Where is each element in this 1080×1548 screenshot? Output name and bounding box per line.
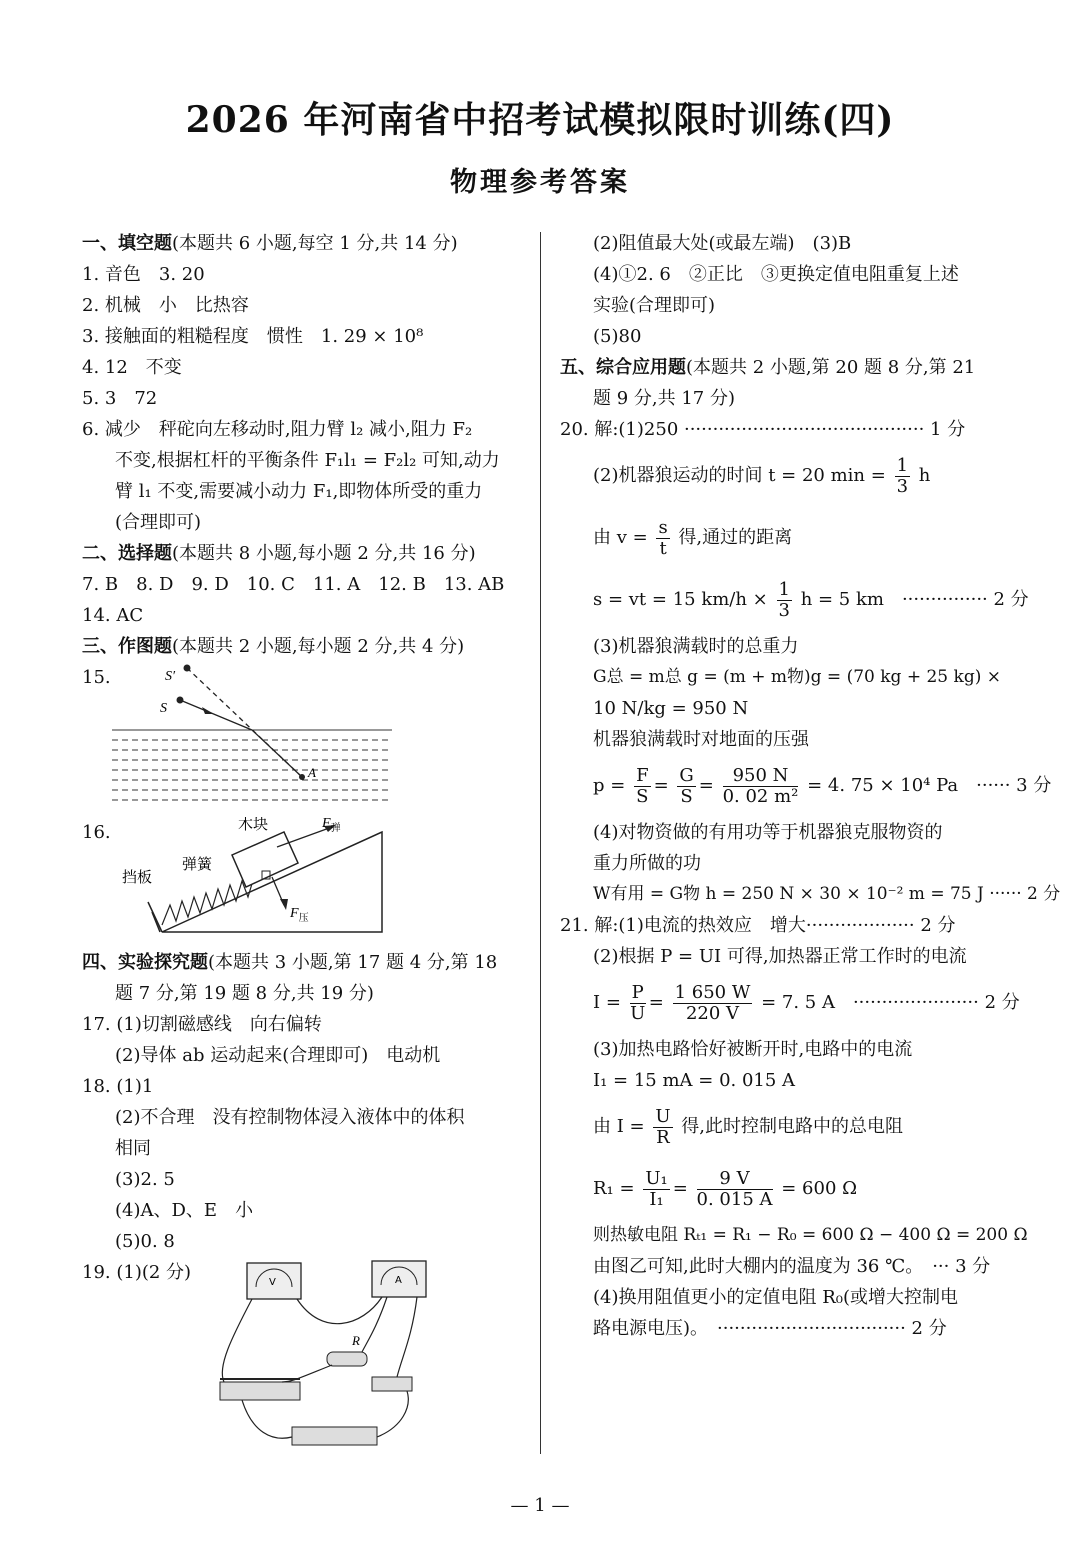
answer-q21-1: 21. 解:(1)电流的热效应 增大··················· 2 分 — [560, 915, 956, 936]
answer-q21-4a: (4)换用阻值更小的定值电阻 R₀(或增大控制电 — [593, 1287, 959, 1308]
answer-q6-line3: 臂 l₁ 不变,需要减小动力 F₁,即物体所受的重力 — [115, 481, 483, 502]
answer-q17-2: (2)导体 ab 运动起来(合理即可) 电动机 — [115, 1045, 441, 1066]
answer-q19-4a: (4)①2. 6 ②正比 ③更换定值电阻重复上述 — [593, 264, 959, 285]
answer-q6-line1: 6. 减少 秤砣向左移动时,阻力臂 l₂ 减小,阻力 F₂ — [82, 419, 473, 440]
voltmeter-label: V — [269, 1277, 276, 1288]
answer-q18-5: (5)0. 8 — [115, 1231, 175, 1252]
answer-q19-1: 19. (1)(2 分) — [82, 1262, 192, 1283]
answer-q20-3: (3)机器狼满载时的总重力 — [593, 636, 799, 657]
label-s: S — [160, 701, 167, 716]
answer-q21-r1: R₁ = $\frac{\text{U₁}}{\text{I₁}}$ = $\frac{9 V}{0. 015 A}$ = 600 Ω — [593, 1167, 858, 1210]
q19-block — [82, 1257, 522, 1457]
answer-q20-g2: 10 N/kg = 950 N — [593, 698, 749, 719]
answer-q20-2: (2)机器狼运动的时间 t = 20 min = $\frac{1}{3}$ h — [593, 454, 931, 497]
answer-q18-2a: (2)不合理 没有控制物体浸入液体中的体积 — [115, 1107, 465, 1128]
q15-block — [82, 662, 522, 817]
answer-q5: 5. 3 72 — [82, 388, 158, 409]
answer-q18-2b: 相同 — [115, 1138, 151, 1159]
answer-q20-p: p = $\frac{F}{S}$ = $\frac{G}{S}$ = $\frac{950 N}{\text{0. 02 m²}}$ = 4. 75 × 10⁴ Pa ······ 3 分 — [593, 764, 1052, 807]
page-number: — 1 — — [510, 1495, 570, 1516]
answer-q4: 4. 12 不变 — [82, 357, 182, 378]
answer-q3: 3. 接触面的粗糙程度 惯性 1. 29 × 10⁸ — [82, 326, 424, 347]
figure-16-incline — [112, 817, 392, 947]
answer-q15-label: 15. — [82, 667, 111, 688]
answer-q20-4a: (4)对物资做的有用功等于机器狼克服物资的 — [593, 822, 943, 843]
answer-q14: 14. AC — [82, 605, 144, 626]
page-title: 2026 年河南省中招考试模拟限时训练(四) — [185, 99, 895, 141]
answer-q20-w: W有用 = G物 h = 250 N × 30 × 10⁻² m = 75 J ······ 2 分 — [593, 884, 1061, 904]
answer-q20-1: 20. 解:(1)250 ·········································· 1 分 — [560, 419, 966, 440]
answer-q21-t: 由图乙可知,此时大棚内的温度为 36 ℃。 ··· 3 分 — [593, 1256, 991, 1277]
label-board: 挡板 — [122, 868, 153, 886]
answer-q16-label: 16. — [82, 822, 111, 843]
answer-q7-13: 7. B 8. D 9. D 10. C 11. A 12. B 13. AB — [82, 574, 505, 595]
column-divider — [540, 232, 541, 1454]
answer-q20-s: s = vt = 15 km/h × $\frac{1}{3}$ h = 5 km ··············· 2 分 — [593, 578, 1029, 621]
q16-block — [82, 817, 522, 947]
answer-q21-4b: 路电源电压)。 ································· 2 分 — [593, 1318, 947, 1339]
section-4-heading: 四、实验探究题(本题共 3 小题,第 17 题 4 分,第 18 — [82, 952, 498, 973]
section-2-heading: 二、选择题(本题共 8 小题,每小题 2 分,共 16 分) — [82, 543, 476, 564]
answer-q18-3: (3)2. 5 — [115, 1169, 175, 1190]
resistor-label: R — [352, 1333, 360, 1348]
answer-q21-r: 由 I = $\frac{U}{R}$ 得,此时控制电路中的总电阻 — [593, 1105, 904, 1148]
answer-q20-g1: G总 = m总 g = (m + m物)g = (70 kg + 25 kg) × — [593, 667, 1001, 687]
answer-q21-3: (3)加热电路恰好被断开时,电路中的电流 — [593, 1039, 913, 1060]
label-f-spring: $F_弹$ — [322, 817, 341, 834]
label-a: A — [308, 765, 316, 780]
label-f-press: $F_压$ — [290, 906, 309, 924]
answer-q21-rt: 则热敏电阻 Rₜ₁ = R₁ − R₀ = 600 Ω − 400 Ω = 200 Ω — [593, 1225, 1028, 1245]
answer-q19-2: (2)阻值最大处(或最左端) (3)B — [593, 233, 852, 254]
figure-19-circuit — [212, 1257, 512, 1457]
answer-q6-line4: (合理即可) — [115, 512, 202, 533]
label-spring: 弹簧 — [182, 855, 213, 873]
section-5-note-2: 题 9 分,共 17 分) — [593, 388, 735, 409]
fraction-s-over-t: $\frac{s}{t}$ — [658, 516, 668, 559]
right-column — [560, 228, 1061, 1344]
answer-q19-5: (5)80 — [593, 326, 642, 347]
answer-q21-i1: I₁ = 15 mA = 0. 015 A — [593, 1070, 796, 1091]
label-s-prime: S′ — [165, 669, 176, 684]
section-5-heading: 五、综合应用题(本题共 2 小题,第 20 题 8 分,第 21 — [560, 357, 976, 378]
section-1-heading: 一、填空题(本题共 6 小题,每空 1 分,共 14 分) — [82, 233, 458, 254]
answer-q20-4b: 重力所做的功 — [593, 853, 701, 874]
page-subtitle: 物理参考答案 — [450, 167, 630, 198]
fraction-one-third-b: $\frac{1}{3}$ — [778, 578, 790, 621]
answer-q17-1: 17. (1)切割磁感线 向右偏转 — [82, 1014, 322, 1035]
answer-q1: 1. 音色 3. 20 — [82, 264, 205, 285]
left-column — [82, 228, 522, 1457]
answer-q20-v: 由 v = $\frac{s}{t}$ 得,通过的距离 — [593, 516, 793, 559]
answer-q18-1: 18. (1)1 — [82, 1076, 154, 1097]
answer-q18-4: (4)A、D、E 小 — [115, 1200, 254, 1221]
fraction-one-third: $\frac{1}{3}$ — [896, 454, 909, 497]
answer-q21-2: (2)根据 P = UI 可得,加热器正常工作时的电流 — [593, 946, 967, 967]
section-4-note-2: 题 7 分,第 19 题 8 分,共 19 分) — [115, 983, 374, 1004]
answer-q19-4b: 实验(合理即可) — [593, 295, 716, 316]
ammeter-label: A — [395, 1275, 402, 1286]
section-3-heading: 三、作图题(本题共 2 小题,每小题 2 分,共 4 分) — [82, 636, 465, 657]
label-block: 木块 — [238, 817, 269, 833]
answer-q20-p-text: 机器狼满载时对地面的压强 — [593, 729, 809, 750]
answer-q6-line2: 不变,根据杠杆的平衡条件 F₁l₁ = F₂l₂ 可知,动力 — [115, 450, 500, 471]
answer-q2: 2. 机械 小 比热容 — [82, 295, 249, 316]
answer-q21-i: I = $\frac{P}{U}$ = $\frac{1 650 W}{220 V}$ = 7. 5 A ······················ 2 分 — [593, 981, 1020, 1024]
figure-15-refraction — [102, 662, 392, 817]
